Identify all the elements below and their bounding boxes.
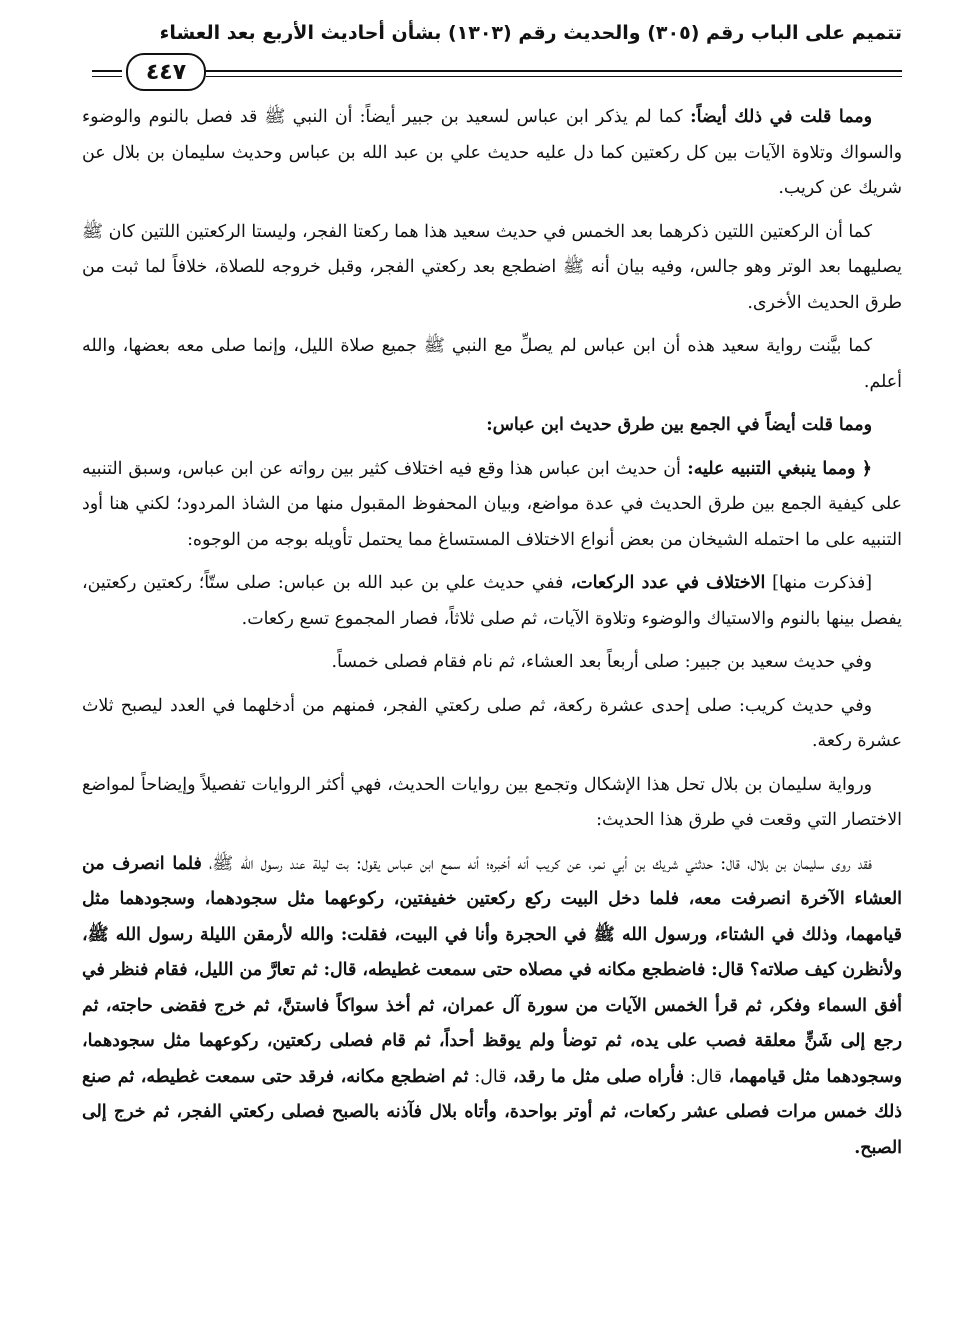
paragraph	[82, 452, 902, 559]
text-segment: وفي حديث كريب: صلى إحدى عشرة ركعة، ثم صلى ركعتي الفجر، فمنهم من أدخلهما في العدد ليصبح ثلاث عشرة ركعة.	[82, 695, 902, 751]
header-rule	[206, 76, 902, 77]
bold-text-segment: فلما انصرف من العشاء الآخرة انصرفت معه، فلما دخل البيت ركع ركعتين خفيفتين، ركوعهما مثل سجودهما، وسجودهما مثل قيامهما، وذلك في الشتاء، ورسول الله ﷺ في الحجرة وأنا في البيت، فقلت: والله لأرمقن الليلة رسول الله ﷺ، ولأنظرن كيف صلاته؟ قال: فاضطجع مكانه في مصلاه حتى سمعت غطيطه، قال: ثم تعارَّ من الليل، فقام فنظر في أفق السماء وفكر، ثم قرأ الخمس الآيات من سورة آل عمران، ثم أخذ سواكاً فاستنَّ، ثم خرج فقضى حاجته، ثم رجع إلى شَنٍّ معلقة فصب على يده، ثم توضأ ولم يوقظ أحداً، ثم قام فصلى ركعتين، ركوعهما مثل سجودهما، وسجودهما مثل قيامهما،	[82, 853, 902, 1087]
text-segment: كما بيَّنت رواية سعيد هذه أن ابن عباس لم يصلِّ مع النبي ﷺ جميع صلاة الليل، وإنما صلى معه بعضها، والله أعلم.	[82, 336, 902, 392]
text-segment: [فذكرت منها]	[765, 573, 872, 593]
text-segment: ففي حديث علي بن عبد الله بن عباس: صلى ستّاً؛ ركعتين ركعتين، يفصل بينها بالنوم والاستياك والوضوء وتلاوة الآيات، ثم صلى ثلاثاً، فصار المجموع تسع ركعات.	[82, 573, 902, 629]
bold-text-segment: ثم اضطجع مكانه، فرقد حتى سمعت غطيطه، ثم صنع ذلك خمس مرات فصلى عشر ركعات، ثم أوتر بواحدة، وأتاه بلال فآذنه بالصبح فصلى ركعتي الفجر، ثم خرج إلى الصبح.	[82, 1066, 902, 1158]
page-number: ٤٤٧	[126, 53, 206, 91]
text-segment: قال:	[468, 1066, 507, 1087]
paragraph	[82, 689, 902, 760]
paragraph	[82, 100, 902, 207]
paragraph	[82, 847, 902, 1167]
running-header	[82, 8, 902, 88]
paragraph	[82, 645, 902, 681]
paragraph	[82, 768, 902, 839]
header-rule	[92, 70, 122, 72]
bold-text-segment: ﴿ ومما ينبغي التنبيه عليه:	[680, 458, 872, 479]
paragraph	[82, 566, 902, 637]
paragraph	[82, 215, 902, 322]
body-text	[82, 100, 902, 1174]
text-segment: وفي حديث سعيد بن جبير: صلى أربعاً بعد العشاء، ثم نام فقام فصلى خمساً.	[331, 652, 872, 672]
bold-text-segment: فأراه صلى مثل ما رقد،	[506, 1066, 684, 1087]
paragraph	[82, 329, 902, 400]
text-segment: قال:	[683, 1066, 723, 1087]
header-rule	[206, 70, 902, 72]
text-segment: كما أن الركعتين اللتين ذكرهما بعد الخمس في حديث سعيد هذا هما ركعتا الفجر، وليستا الركعتين اللتين كان ﷺ يصليهما بعد الوتر وهو جالس، وفيه بيان أنه ﷺ اضطجع بعد ركعتي الفجر، وقبل خروجه للصلاة، خلافاً لما ثبت من طرق الحديث الأخرى.	[82, 221, 902, 313]
header-title: تتميم على الباب رقم (٣٠٥) والحديث رقم (١٣٠٣) بشأن أحاديث الأربع بعد العشاء	[159, 22, 902, 44]
bold-text-segment: الاختلاف في عدد الركعات،	[563, 573, 766, 593]
text-segment: ورواية سليمان بن بلال تحل هذا الإشكال وتجمع بين روايات الحديث، فهي أكثر الروايات تفصيلاً وإيضاحاً لمواضع الاختصار التي وقعت في طرق هذا الحديث:	[82, 774, 902, 830]
paragraph	[82, 408, 902, 444]
text-segment: أن حديث ابن عباس هذا وقع فيه اختلاف كثير بين رواته عن ابن عباس، وسبق التنبيه على كيفية الجمع بين طرق الحديث في عدة مواضع، وبيان المحفوظ المقبول منها من الشاذ المردود؛ لكني هنا أود التنبيه على ما احتمله الشيخان من بعض أنواع الاختلاف المستساغ مما يحتمل تأويله بوجه من الوجوه:	[82, 458, 902, 550]
bold-text-segment: ومما قلت أيضاً في الجمع بين طرق حديث ابن عباس:	[486, 415, 872, 435]
text-segment: كما لم يذكر ابن عباس لسعيد بن جبير أيضاً: أن النبي ﷺ قد فصل بالنوم والوضوء والسواك وتلاوة الآيات بين كل ركعتين كما دل عليه حديث علي بن عبد الله بن عباس وحديث سليمان بن بلال عن شريك عن كريب.	[82, 107, 902, 198]
bold-text-segment: ومما قلت في ذلك أيضاً:	[682, 107, 872, 127]
text-segment: فقد روى سليمان بن بلال، قال: حدثني شريك بن أبي نمر، عن كريب أنه أخبره؛ أنه سمع ابن عباس يقول: بت ليلة عند رسول الله ﷺ،	[201, 853, 872, 874]
header-rule	[92, 76, 122, 77]
book-page	[82, 0, 902, 1343]
